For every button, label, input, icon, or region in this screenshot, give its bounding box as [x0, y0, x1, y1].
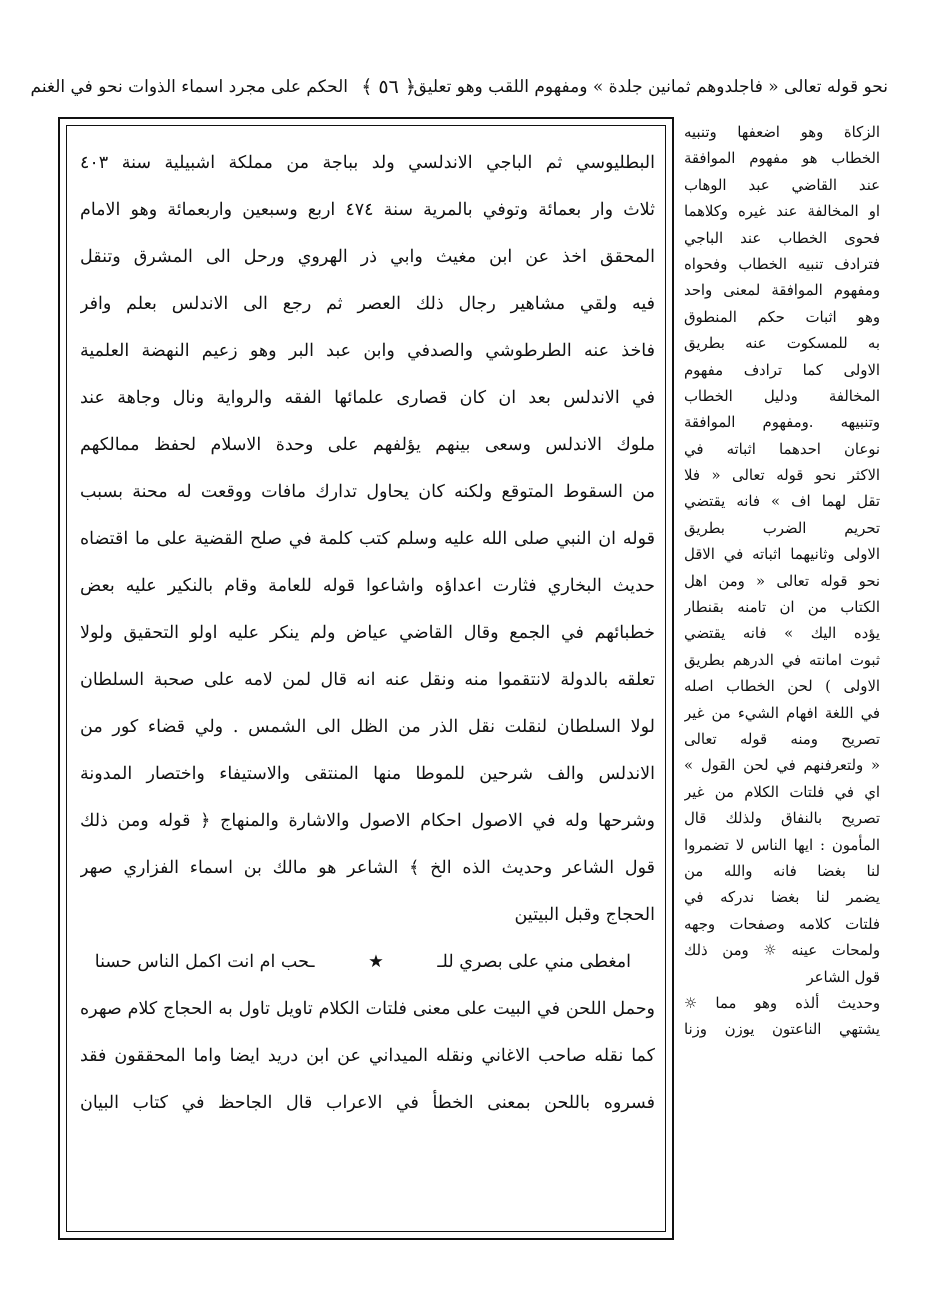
side-line: تصريح ومنه قوله تعالى	[684, 730, 880, 748]
commentary-line: الاندلس والف شرحين للموطا منها المنتقى والاستيفاء واختصار المدونة	[80, 764, 655, 784]
side-line: فترادف تنبيه الخطاب وفحواه	[684, 255, 880, 273]
header-left-text: الحكم على مجرد اسماء الذوات نحو في الغنم	[30, 77, 348, 97]
commentary-line: لولا السلطان لنقلت نقل الذر من الظل الى الشمس . ولي قضاء كور من	[80, 717, 655, 737]
side-line: الاولى كما ترادف مفهوم	[684, 361, 880, 379]
commentary-line: قول الشاعر وحديث الذه الخ ﴾ الشاعر هو مالك بن اسماء الفزاري صهر	[80, 858, 655, 878]
side-line: تحريم الضرب بطريق	[684, 519, 880, 537]
side-line: قول الشاعر	[806, 968, 880, 986]
side-line: نحو قوله تعالى « ومن اهل	[684, 572, 880, 590]
matn-side-column	[684, 120, 880, 1044]
side-line: الاولى ) لحن الخطاب اصله	[684, 678, 880, 696]
commentary-line: الحجاج وقبل البيتين	[514, 905, 655, 925]
side-line: يؤده اليك » فانه يقتضي	[684, 625, 880, 643]
commentary-line: كما نقله صاحب الاغاني ونقله الميداني عن ابن دريد ايضا واما المحققون فقد	[80, 1046, 655, 1066]
side-line: المأمون : ايها الناس لا تضمروا	[684, 836, 880, 854]
side-line: الخطاب هو مفهوم الموافقة	[684, 150, 880, 168]
side-line: تقل لهما اف » فانه يقتضي	[684, 493, 880, 511]
commentary-line: فسروه باللحن بمعنى الخطأ في الاعراب قال الجاحظ في كتاب البيان	[80, 1093, 655, 1113]
running-header	[30, 70, 888, 104]
commentary-line: البطليوسي ثم الباجي الاندلسي ولد بباجة من مملكة اشبيلية سنة ٤٠٣	[80, 153, 655, 173]
commentary-line: خطبائهم في الجمع وقال القاضي عياض ولم ينكر عليه اولو التحقيق ولولا	[80, 623, 655, 643]
side-line: به للمسكوت عنه بطريق	[684, 335, 880, 353]
side-line: لنا بغضا فانه والله من	[684, 862, 880, 880]
commentary-line: ملوك الاندلس وسعى بينهم يؤلفهم على وحدة الاسلام لحفظ ممالكهم	[80, 435, 655, 455]
side-line: ومفهوم الموافقة لمعنى واحد	[684, 282, 880, 300]
commentary-line: المحقق اخذ عن ابن مغيث وابي ذر الهروي ورحل الى المشرق وتنقل	[80, 247, 655, 267]
commentary-line: وشرحها وله في الاصول احكام الاصول والاشارة والمنهاج ﴿ قوله ومن ذلك	[80, 811, 655, 831]
side-line: عند القاضي عبد الوهاب	[684, 176, 880, 194]
poetry-verse	[80, 939, 655, 986]
side-line: يشتهي الناعتون يوزن وزنا	[684, 1021, 880, 1039]
commentary-text	[80, 140, 655, 1127]
side-line: وهو اثبات حكم المنطوق	[684, 308, 880, 326]
commentary-line: حديث البخاري فثارت اعداؤه واشاعوا قوله للعامة وقام بالنكير عليه بعض	[80, 576, 655, 596]
side-line: الكتاب من ان تامنه بقنطار	[684, 599, 880, 617]
side-line: وتنبيهه .ومفهوم الموافقة	[684, 414, 880, 432]
side-line: اي في فلتات الكلام من غير	[684, 783, 880, 801]
side-line: فلتات كلامه وصفحات وجهه	[684, 915, 880, 933]
verse-second-hemistich: ـحب ام انت اكمل الناس حسنا	[94, 952, 315, 972]
side-line: ولمحات عينه ☼ ومن ذلك	[684, 942, 880, 960]
side-line: الزكاة وهو اضعفها وتنبيه	[684, 124, 880, 141]
side-line: يضمر لنا بغضا ندركه في	[684, 889, 880, 907]
side-line: الاولى وثانيهما اثباته في الاقل	[684, 546, 880, 564]
side-line: « ولتعرفنهم في لحن القول »	[684, 757, 880, 775]
commentary-line: في الاندلس بعد ان كان قصارى علمائها الفقه والرواية ونال وجاهة عند	[80, 388, 655, 408]
verse-star: ★	[368, 952, 384, 972]
verse-first-hemistich: امغطى مني على بصري للـ	[437, 952, 631, 972]
side-line: الاكثر نحو قوله تعالى « فلا	[684, 467, 880, 485]
side-line: فحوى الخطاب عند الباجي	[684, 229, 880, 247]
commentary-line: ثلاث وار بعمائة وتوفي بالمرية سنة ٤٧٤ اربع وسبعين واربعمائة وهو الامام	[80, 200, 655, 220]
side-line: ثبوت امانته في الدرهم بطريق	[684, 651, 880, 669]
commentary-line: فيه ولقي مشاهير رجال ذلك العصر ثم رجع الى الاندلس بعلم وافر	[80, 294, 655, 314]
side-line: وحديث ألذه وهو مما ☼	[684, 994, 880, 1012]
side-line: نوعان احدهما اثباته في	[684, 440, 880, 458]
side-line: في اللغة افهام الشيء من غير	[684, 704, 880, 722]
commentary-line: تعلقه بالدولة لانتقموا منه ونقل عنه انه قال لمن لامه على صحبة السلطان	[80, 670, 655, 690]
commentary-line: من السقوط المتوقع ولكنه كان يحاول تدارك مافات ووقعت له محنة بسبب	[80, 482, 655, 502]
commentary-line: قوله ان النبي صلى الله عليه وسلم كتب كلمة في صلح القضية على ما اقتضاه	[80, 529, 655, 549]
commentary-line: فاخذ عنه الطرطوشي والصدفي وابن عبد البر وهو زعيم النهضة العلمية	[80, 341, 655, 361]
page-number: ﴿ ٥٦ ﴾	[361, 76, 416, 98]
commentary-line: وحمل اللحن في البيت على معنى فلتات الكلام تاويل تاول به الحجاج كلام صهره	[80, 999, 655, 1019]
side-line: المخالفة ودليل الخطاب	[684, 387, 880, 405]
header-right-text: نحو قوله تعالى « فاجلدوهم ثمانين جلدة » ومفهوم اللقب وهو تعليق	[413, 77, 888, 97]
side-line: او المخالفة عند غيره وكلاهما	[684, 203, 880, 221]
side-line: تصريح بالنفاق ولذلك قال	[684, 810, 880, 828]
